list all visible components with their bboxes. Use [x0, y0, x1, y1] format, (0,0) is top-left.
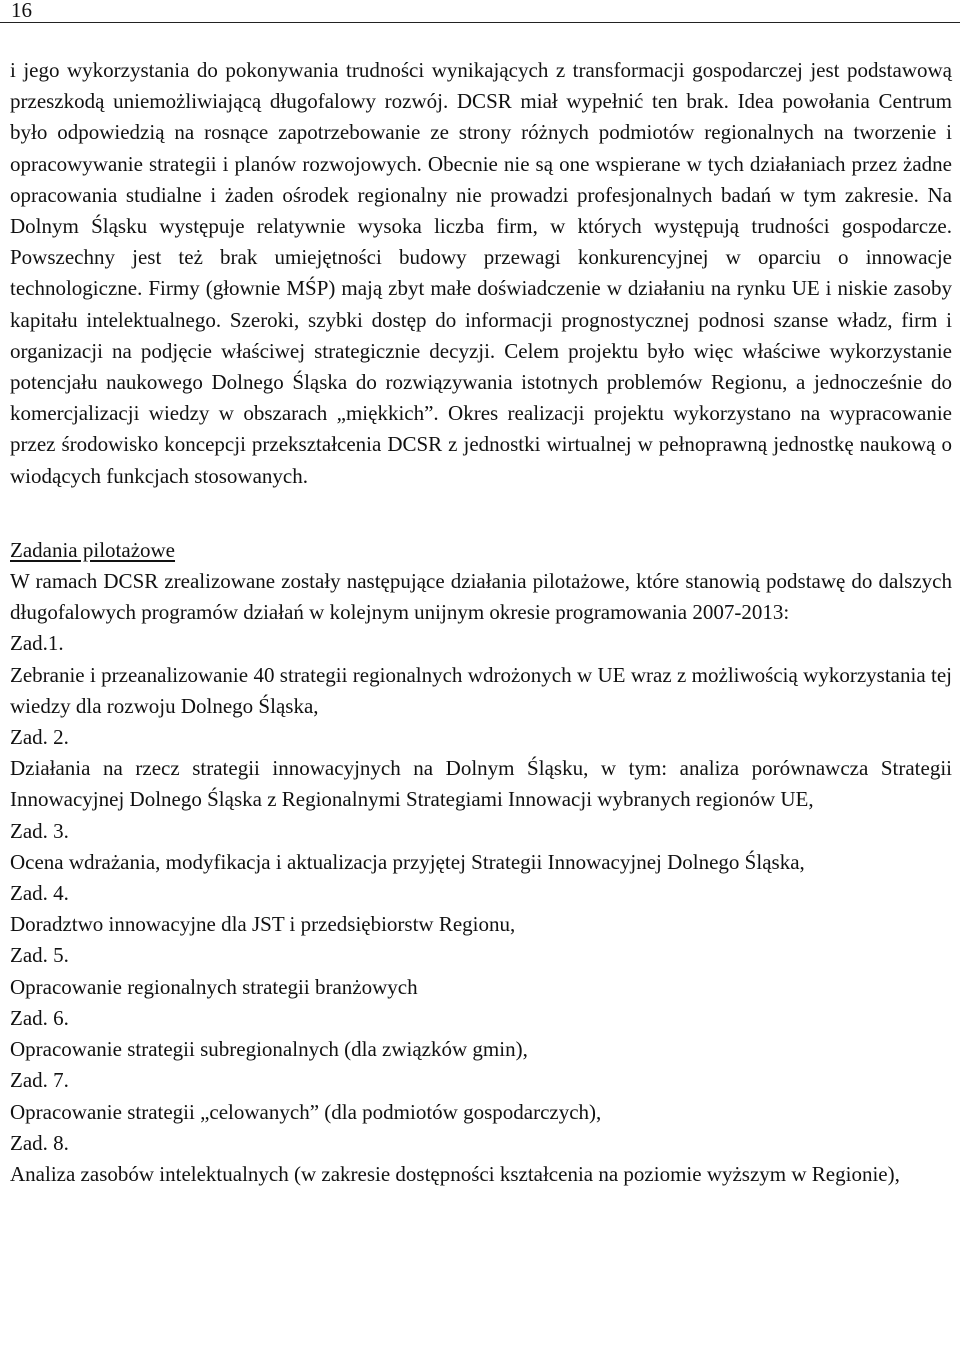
task-item — [10, 1128, 952, 1190]
header-rule — [0, 22, 960, 23]
task-item — [10, 878, 952, 940]
task-text: Zebranie i przeanalizowanie 40 strategii regionalnych wdrożonych w UE wraz z możliwością wykorzystania tej wiedzy dla rozwoju Dolnego Śląska, — [10, 662, 952, 718]
task-text: Opracowanie regionalnych strategii branżowych — [10, 974, 418, 999]
task-number: Zad. 6. — [10, 1005, 69, 1030]
section-heading: Zadania pilotażowe — [10, 537, 176, 562]
task-text: Opracowanie strategii subregionalnych (dla związków gmin), — [10, 1037, 528, 1062]
task-item — [10, 940, 952, 1002]
task-number: Zad. 2. — [10, 725, 69, 750]
intro-paragraph: i jego wykorzystania do pokonywania trudności wynikających z transformacji gospodarczej jest podstawową przeszkodą uniemożliwiającą długofalowy rozwój. DCSR miał wypełnić ten brak. Idea powołania Centrum było odpowiedzią na rosnące zapotrzebowanie ze strony różnych podmiotów regionalnych na tworzenie i opracowywanie strategii i planów rozwojowych. Obecnie nie są one wspierane w tych działaniach przez żadne opracowania studialne i żaden ośrodek regionalny nie prowadzi profesjonalnych badań w tym zakresie. Na Dolnym Śląsku występuje relatywnie wysoka liczba firm, w których występują trudności gospodarcze. Powszechny jest też brak umiejętności budowy przewagi konkurencyjnej w oparciu o innowacje technologiczne. Firmy (głownie MŚP) mają zbyt małe doświadczenie w działaniu na rynku UE i niskie zasoby kapitału intelektualnego. Szeroki, szybki dostęp do informacji prognostycznej podnosi szanse władz, firm i organizacji na podjęcie właściwej strategicznie decyzji. Celem projektu było więc właściwe wykorzystanie potencjału naukowego Dolnego Śląska do rozwiązywania istotnych problemów Regionu, a jednocześnie do komercjalizacji wiedzy w obszarach „miękkich”. Okres realizacji projektu wykorzystano na wypracowanie przez środowisko koncepcji przekształcenia DCSR z jednostki wirtualnej w pełnoprawną jednostkę naukową o wiodących funkcjach stosowanych. — [10, 58, 952, 488]
task-text: Działania na rzecz strategii innowacyjnych na Dolnym Śląsku, w tym: analiza porównawcza Strategii Innowacyjnej Dolnego Śląska z Regionalnymi Strategiami Innowacji wybranych regionów UE, — [10, 756, 952, 812]
section-intro: W ramach DCSR zrealizowane zostały następujące działania pilotażowe, które stanowią podstawę do dalszych długofalowych programów działań w kolejnym unijnym okresie programowania 2007-2013: — [10, 569, 952, 625]
task-number: Zad. 3. — [10, 818, 69, 843]
task-text: Ocena wdrażania, modyfikacja i aktualizacja przyjętej Strategii Innowacyjnej Dolnego Śląska, — [10, 849, 805, 874]
task-text: Doradztwo innowacyjne dla JST i przedsiębiorstw Regionu, — [10, 912, 516, 937]
task-item — [10, 816, 952, 878]
task-number: Zad. 8. — [10, 1130, 69, 1155]
task-item — [10, 1065, 952, 1127]
task-item — [10, 628, 952, 722]
task-item — [10, 1003, 952, 1065]
page-content — [10, 55, 952, 1190]
page-number: 16 — [11, 0, 32, 22]
task-item — [10, 722, 952, 816]
task-list — [10, 628, 952, 1190]
task-number: Zad. 4. — [10, 881, 69, 906]
task-text: Analiza zasobów intelektualnych (w zakresie dostępności kształcenia na poziomie wyższym w Regionie), — [10, 1161, 900, 1186]
task-text: Opracowanie strategii „celowanych” (dla podmiotów gospodarczych), — [10, 1099, 602, 1124]
task-number: Zad. 7. — [10, 1068, 69, 1093]
task-number: Zad.1. — [10, 631, 64, 656]
task-number: Zad. 5. — [10, 943, 69, 968]
